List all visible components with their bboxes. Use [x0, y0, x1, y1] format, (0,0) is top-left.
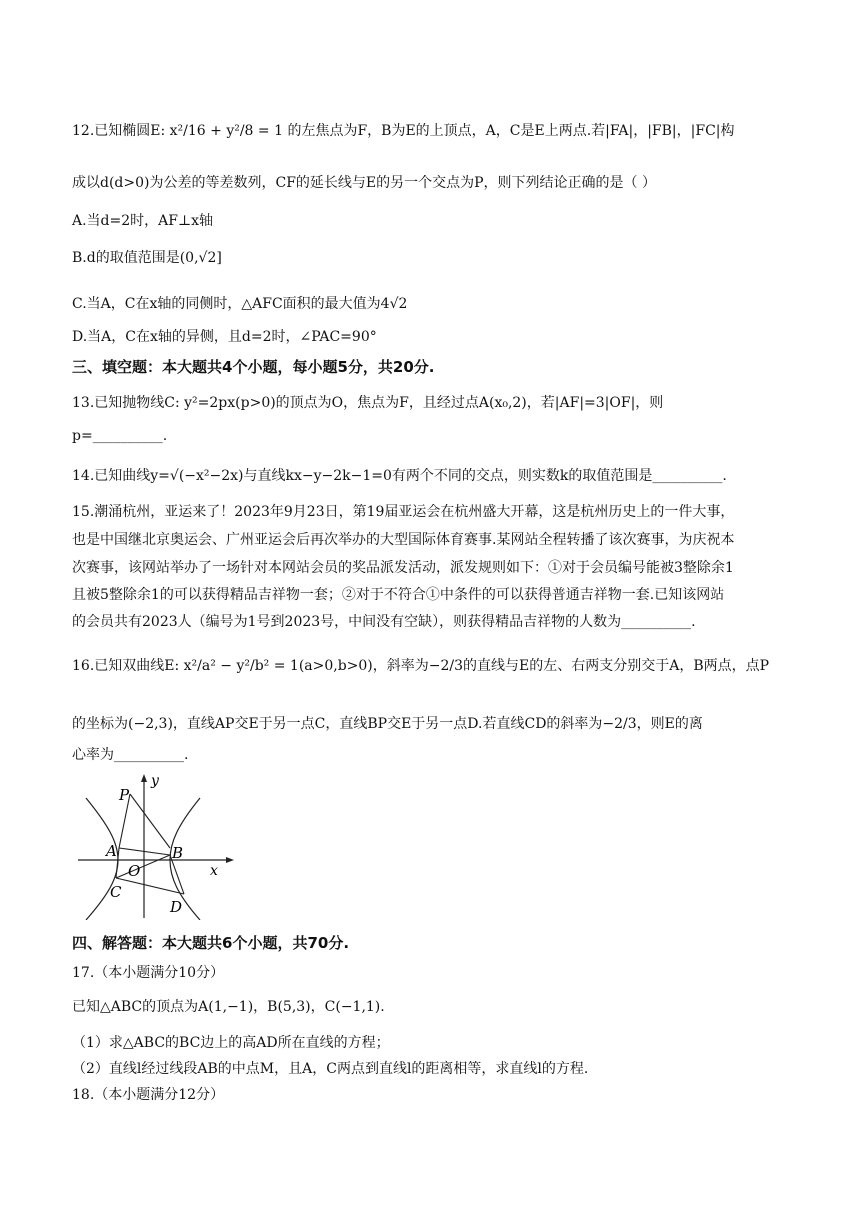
- q12-line2: 成以d(d>0)为公差的等差数列，CF的延长线与E的另一个交点为P，则下列结论正确的是（ ）: [72, 175, 656, 191]
- q15-line5: 的会员共有2023人（编号为1号到2023号，中间没有空缺），则获得精品吉祥物的人数为__________.: [72, 614, 696, 630]
- q15-line1: 15.潮涌杭州，亚运来了！2023年9月23日，第19届亚运会在杭州盛大开幕，这是杭州历史上的一件大事，: [72, 504, 735, 520]
- question-14: 14.已知曲线y=√(−x²−2x)与直线kx−y−2k−1=0有两个不同的交点，则实数k的取值范围是__________.: [72, 468, 727, 484]
- line-CB: [116, 855, 170, 878]
- hyperbola-diagram: [78, 770, 238, 920]
- q15-line3: 次赛事，该网站举办了一场针对本网站会员的奖品派发活动，派发规则如下：①对于会员编号能被3整除余1: [72, 560, 734, 576]
- q17-heading: 17.（本小题满分10分）: [72, 965, 225, 981]
- x-axis-arrow: [226, 857, 234, 863]
- q12-option-d: D.当A，C在x轴的异侧，且d=2时，∠PAC=90°: [72, 329, 377, 345]
- label-x: x: [210, 863, 218, 879]
- q12-option-b: B.d的取值范围是(0,√2]: [72, 250, 222, 266]
- q13-line1: 13.已知抛物线C: y²=2px(p>0)的顶点为O，焦点为F，且经过点A(x₀,2)，若|AF|=3|OF|，则: [72, 395, 664, 411]
- q17-part1: （1）求△ABC的BC边上的高AD所在直线的方程；: [72, 1035, 390, 1051]
- y-axis-arrow: [141, 774, 147, 782]
- q16-line1: 16.已知双曲线E: x²/a² − y²/b² = 1(a>0,b>0)，斜率为−2/3的直线与E的左、右两支分别交于A，B两点，点P: [72, 658, 770, 674]
- label-P: P: [119, 786, 130, 804]
- label-A: A: [106, 842, 117, 860]
- q13-line2: p=__________.: [72, 428, 168, 444]
- hyperbola-figure: [78, 770, 238, 924]
- q12-option-a: A.当d=2时，AF⊥x轴: [72, 213, 214, 229]
- label-O: O: [128, 862, 141, 880]
- section-4-heading: 四、解答题：本大题共6个小题，共70分.: [72, 934, 350, 952]
- label-C: C: [110, 883, 122, 901]
- q12-option-c: C.当A，C在x轴的同侧时，△AFC面积的最大值为4√2: [72, 296, 408, 312]
- q16-line2: 的坐标为(−2,3)，直线AP交E于另一点C，直线BP交E于另一点D.若直线CD的斜率为−2/3，则E的离: [72, 716, 703, 732]
- q18-heading: 18.（本小题满分12分）: [72, 1087, 225, 1103]
- label-y: y: [151, 773, 159, 789]
- line-PB: [130, 794, 170, 848]
- q17-stem: 已知△ABC的顶点为A(1,−1)，B(5,3)，C(−1,1).: [72, 999, 385, 1015]
- section-3-heading: 三、填空题：本大题共4个小题，每小题5分，共20分.: [72, 358, 435, 376]
- label-D: D: [170, 898, 183, 916]
- q15-line4: 且被5整除余1的可以获得精品吉祥物一套；②对于不符合①中条件的可以获得普通吉祥物一套.已知该网站: [72, 587, 725, 603]
- q12-line1: 12.已知椭圆E: x²/16 + y²/8 = 1 的左焦点为F，B为E的上顶点，A，C是E上两点.若|FA|，|FB|，|FC|构: [72, 123, 735, 139]
- q17-part2: （2）直线l经过线段AB的中点M，且A，C两点到直线l的距离相等，求直线l的方程.: [72, 1061, 589, 1077]
- q16-line3: 心率为__________.: [72, 747, 189, 763]
- q15-line2: 也是中国继北京奥运会、广州亚运会后再次举办的大型国际体育赛事.某网站全程转播了该次赛事，为庆祝本: [72, 532, 735, 548]
- label-B: B: [172, 844, 184, 862]
